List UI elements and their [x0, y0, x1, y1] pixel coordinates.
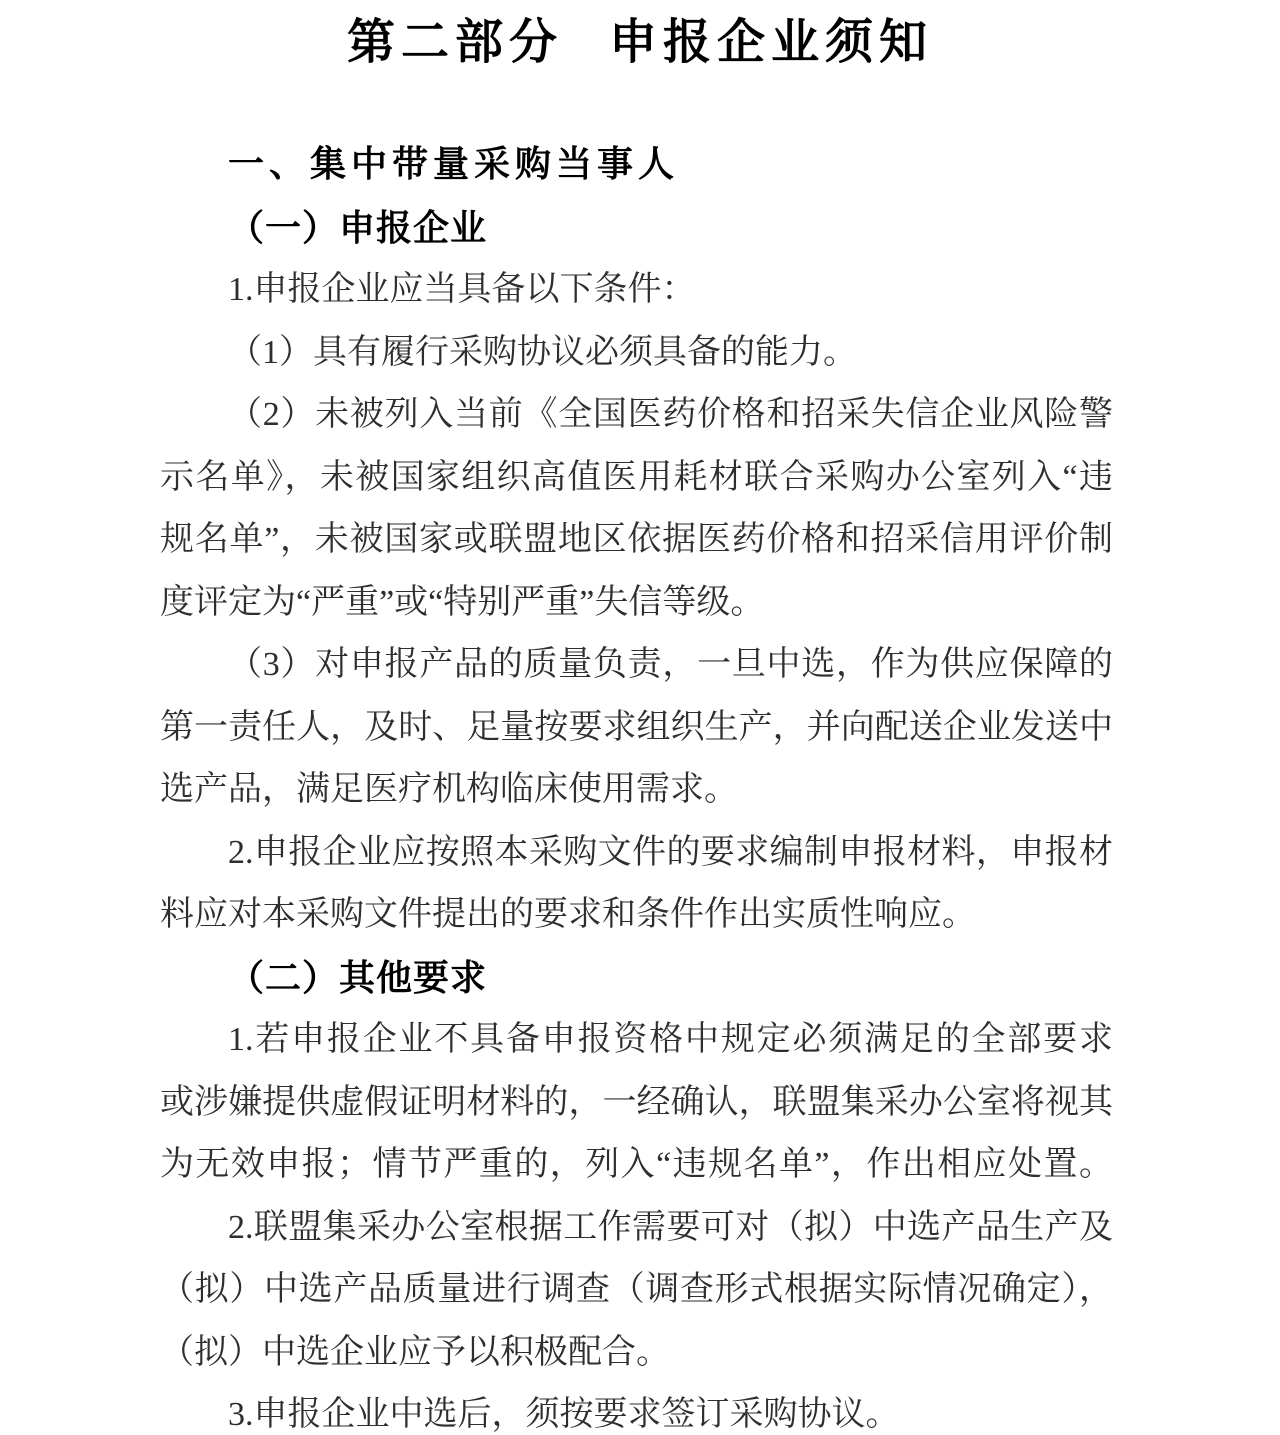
body-line: 1.若申报企业不具备申报资格中规定必须满足的全部要求	[228, 1021, 1113, 1058]
body-line: 1.申报企业应当具备以下条件：	[228, 271, 696, 308]
body-line: 2.申报企业应按照本采购文件的要求编制申报材料，申报材	[228, 833, 1113, 871]
body-line: 示名单》，未被国家组织高值医用耗材联合采购办公室列入“违	[160, 458, 1113, 496]
body-line: 度评定为“严重”或“特别严重”失信等级。	[160, 583, 765, 621]
page-title	[0, 0, 1280, 74]
body-line: （3）对申报产品的质量负责，一旦中选，作为供应保障的	[228, 646, 1113, 683]
document-content	[160, 134, 1113, 1435]
body-line: 或涉嫌提供虚假证明材料的，一经确认，联盟集采办公室将视其	[160, 1083, 1113, 1121]
body-line: 第一责任人，及时、足量按要求组织生产，并向配送企业发送中	[160, 708, 1113, 746]
body-line: 料应对本采购文件提出的要求和条件作出实质性响应。	[160, 896, 976, 933]
body-line: （拟）中选企业应予以积极配合。	[160, 1333, 670, 1371]
subsection-1-heading: （一）申报企业	[228, 207, 488, 248]
section-heading: 一、集中带量采购当事人	[228, 144, 680, 185]
page-title-subject: 申报企业须知	[609, 15, 934, 69]
page-title-part-label: 第二部分	[346, 15, 563, 69]
body-line: 选产品，满足医疗机构临床使用需求。	[160, 771, 738, 808]
body-line: 为无效申报；情节严重的，列入“违规名单”，作出相应处置。	[160, 1146, 1113, 1183]
body-line: 3.申报企业中选后，须按要求签订采购协议。	[228, 1396, 900, 1433]
subsection-2-heading: （二）其他要求	[228, 957, 488, 998]
body-line: 2.联盟集采办公室根据工作需要可对（拟）中选产品生产及	[228, 1208, 1113, 1246]
body-line: （2）未被列入当前《全国医药价格和招采失信企业风险警	[228, 396, 1113, 433]
body-line: 规名单”，未被国家或联盟地区依据医药价格和招采信用评价制	[160, 521, 1113, 558]
body-line: （拟）中选产品质量进行调查（调查形式根据实际情况确定），	[160, 1271, 1113, 1308]
body-line: （1）具有履行采购协议必须具备的能力。	[228, 333, 857, 371]
